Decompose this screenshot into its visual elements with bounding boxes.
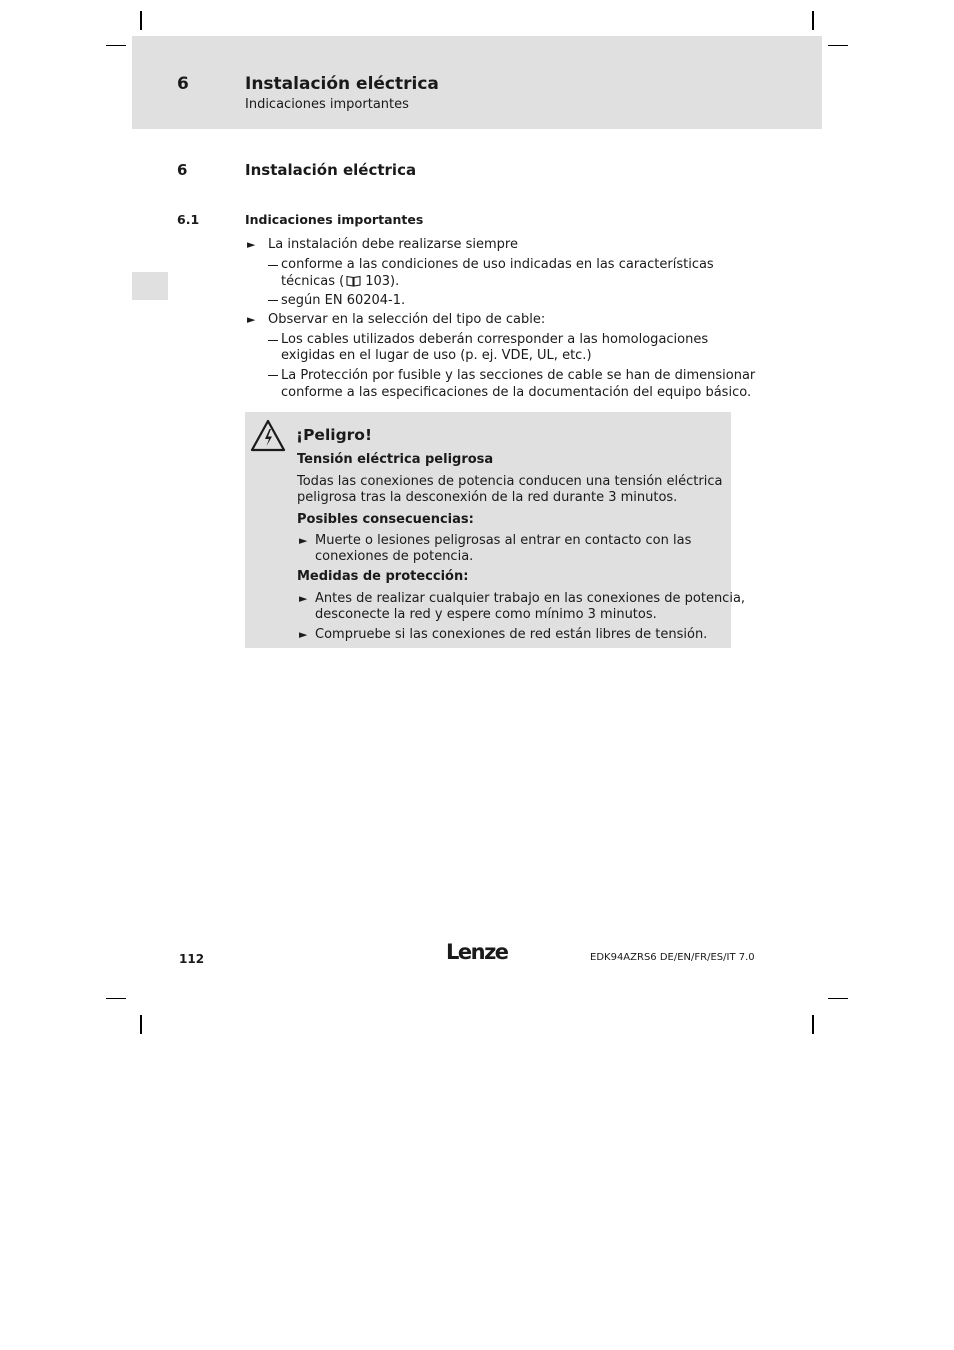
chapter-thumb-tab [132, 272, 168, 300]
list-item: La instalación debe realizarse siempre [268, 237, 518, 252]
subsection-title: Indicaciones importantes [245, 212, 424, 227]
list-item: Compruebe si las conexiones de red están libres de tensión. [315, 627, 708, 642]
hazard-description: Todas las conexiones de potencia conducen una tensión eléctrica [297, 474, 723, 489]
document-reference: EDK94AZRS6 DE/EN/FR/ES/IT 7.0 [590, 952, 755, 963]
crop-mark [106, 45, 126, 46]
page-number: 112 [179, 952, 205, 966]
section-title: Instalación eléctrica [245, 161, 417, 179]
dash-marker [268, 375, 278, 376]
page-reference: 103). [365, 274, 400, 289]
list-item: Los cables utilizados deberán corresponder a las homologaciones [281, 332, 709, 347]
triangle-right-icon: ► [299, 628, 308, 641]
crop-mark [140, 11, 142, 30]
hazard-heading: Tensión eléctrica peligrosa [297, 452, 494, 467]
list-item: La Protección por fusible y las secciones de cable se han de dimensionar [281, 368, 756, 383]
book-icon [346, 275, 361, 293]
triangle-right-icon: ► [247, 313, 256, 326]
dash-marker [268, 340, 278, 341]
list-item [281, 274, 399, 293]
list-item: desconecte la red y espere como mínimo 3 minutos. [315, 607, 657, 622]
section-number: 6 [177, 161, 188, 179]
subsection-number: 6.1 [177, 212, 200, 227]
crop-mark [812, 1015, 814, 1034]
triangle-right-icon: ► [299, 534, 308, 547]
list-item-text: técnicas ( [281, 274, 345, 289]
list-item: conexiones de potencia. [315, 549, 474, 564]
running-header [132, 36, 822, 129]
crop-mark [106, 998, 126, 999]
triangle-right-icon: ► [247, 238, 256, 251]
triangle-right-icon: ► [299, 592, 308, 605]
consequences-heading: Posibles consecuencias: [297, 512, 474, 527]
danger-title: ¡Peligro! [296, 426, 373, 444]
measures-heading: Medidas de protección: [297, 569, 469, 584]
list-item: conforme a las especificaciones de la documentación del equipo básico. [281, 385, 752, 400]
dash-marker [268, 300, 278, 301]
dash-marker [268, 265, 278, 266]
crop-mark [812, 11, 814, 30]
list-item: Antes de realizar cualquier trabajo en las conexiones de potencia, [315, 591, 746, 606]
list-item: según EN 60204-1. [281, 293, 406, 308]
lenze-logo: Lenze [446, 940, 508, 964]
crop-mark [828, 998, 848, 999]
header-chapter-number: 6 [177, 74, 189, 94]
list-item: conforme a las condiciones de uso indicadas en las características [281, 257, 714, 272]
hazard-description: peligrosa tras la desconexión de la red durante 3 minutos. [297, 490, 678, 505]
crop-mark [140, 1015, 142, 1034]
header-section-subtitle: Indicaciones importantes [245, 97, 409, 112]
list-item: exigidas en el lugar de uso (p. ej. VDE, UL, etc.) [281, 348, 592, 363]
header-chapter-title: Instalación eléctrica [245, 74, 439, 94]
crop-mark [828, 45, 848, 46]
high-voltage-warning-icon [250, 419, 286, 456]
list-item: Muerte o lesiones peligrosas al entrar en contacto con las [315, 533, 692, 548]
list-item: Observar en la selección del tipo de cable: [268, 312, 546, 327]
